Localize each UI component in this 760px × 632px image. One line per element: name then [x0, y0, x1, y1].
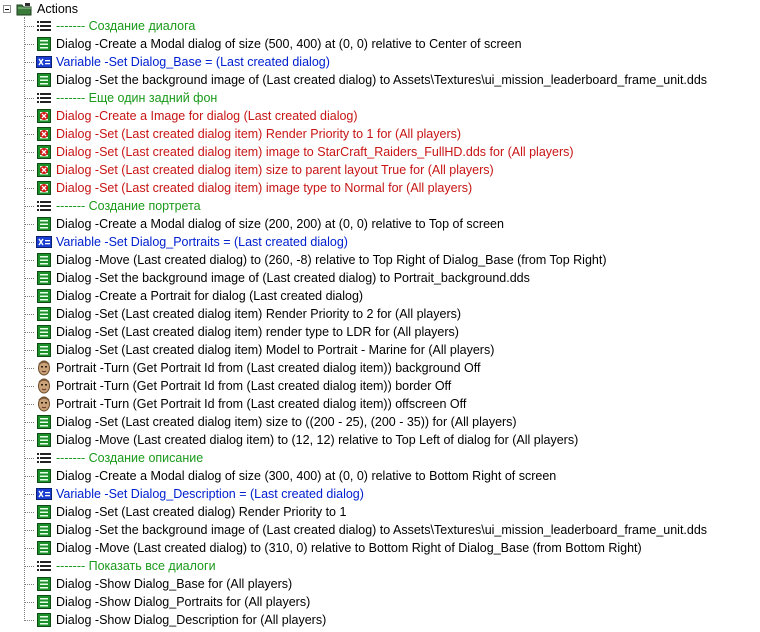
- tree-item-label: Dialog -Set (Last created dialog item) image type to Normal for (All players): [56, 181, 473, 195]
- tree-branch-line: [25, 368, 34, 369]
- tree-item-label: Variable -Set Dialog_Base = (Last created dialog): [56, 55, 330, 69]
- portrait-face-icon: [36, 378, 52, 394]
- tree-item-dialog[interactable]: [0, 323, 760, 341]
- tree-item-label: Dialog -Create a Modal dialog of size (500, 400) at (0, 0) relative to Center of screen: [56, 37, 522, 51]
- variable-set-icon: [36, 234, 52, 250]
- tree-branch-line: [25, 80, 34, 81]
- tree-branch-line: [25, 620, 34, 621]
- tree-branch-line: [25, 494, 34, 495]
- dialog-disabled-icon: [36, 162, 52, 178]
- tree-branch-line: [25, 476, 34, 477]
- tree-item-dialog[interactable]: [0, 575, 760, 593]
- dialog-green-icon: [36, 522, 52, 538]
- dialog-green-icon: [36, 324, 52, 340]
- tree-branch-line: [25, 224, 34, 225]
- comment-lines-icon: [36, 450, 52, 466]
- tree-item-dialog[interactable]: [0, 467, 760, 485]
- comment-lines-icon: [36, 90, 52, 106]
- tree-item-label: ------- Создание портрета: [56, 199, 201, 213]
- dialog-green-icon: [36, 612, 52, 628]
- dialog-green-icon: [36, 594, 52, 610]
- tree-branch-line: [25, 512, 34, 513]
- tree-branch-line: [25, 548, 34, 549]
- tree-item-label: Dialog -Create a Modal dialog of size (300, 400) at (0, 0) relative to Bottom Right of screen: [56, 469, 557, 483]
- tree-branch-line: [25, 350, 34, 351]
- dialog-green-icon: [36, 216, 52, 232]
- tree-item-dialog[interactable]: [0, 503, 760, 521]
- tree-branch-line: [25, 440, 34, 441]
- tree-item-dialog[interactable]: [0, 413, 760, 431]
- tree-item-comment[interactable]: [0, 17, 760, 35]
- tree-item-dialog[interactable]: [0, 215, 760, 233]
- tree-branch-line: [25, 152, 34, 153]
- dialog-green-icon: [36, 576, 52, 592]
- tree-branch-line: [25, 278, 34, 279]
- tree-branch-line: [25, 314, 34, 315]
- tree-item-label: Variable -Set Dialog_Description = (Last created dialog): [56, 487, 364, 501]
- dialog-green-icon: [36, 270, 52, 286]
- portrait-face-icon: [36, 396, 52, 412]
- tree-item-label: Dialog -Show Dialog_Description for (All players): [56, 613, 327, 627]
- tree-item-dialog[interactable]: [0, 269, 760, 287]
- tree-item-label: Portrait -Turn (Get Portrait Id from (Last created dialog item)) background Off: [56, 361, 481, 375]
- tree-item-label: Dialog -Create a Portrait for dialog (Last created dialog): [56, 289, 364, 303]
- tree-item-label: Dialog -Set (Last created dialog item) render type to LDR for (All players): [56, 325, 459, 339]
- dialog-green-icon: [36, 504, 52, 520]
- dialog-green-icon: [36, 72, 52, 88]
- comment-lines-icon: [36, 198, 52, 214]
- tree-item-label: Dialog -Set the background image of (Last created dialog) to Portrait_background.dds: [56, 271, 530, 285]
- tree-item-variable[interactable]: [0, 233, 760, 251]
- tree-item-portrait[interactable]: [0, 377, 760, 395]
- tree-item-label: Dialog -Show Dialog_Portraits for (All players): [56, 595, 311, 609]
- tree-branch-line: [25, 296, 34, 297]
- tree-branch-line: [25, 530, 34, 531]
- tree-item-dialog[interactable]: [0, 35, 760, 53]
- dialog-green-icon: [36, 306, 52, 322]
- actions-folder-icon: [16, 2, 32, 16]
- dialog-green-icon: [36, 342, 52, 358]
- dialog-disabled-icon: [36, 180, 52, 196]
- tree-item-label: ------- Показать все диалоги: [56, 559, 216, 573]
- tree-item-label: Dialog -Create a Image for dialog (Last created dialog): [56, 109, 358, 123]
- tree-branch-line: [25, 26, 34, 27]
- tree-item-disabled[interactable]: [0, 143, 760, 161]
- tree-item-portrait[interactable]: [0, 359, 760, 377]
- tree-item-variable[interactable]: [0, 485, 760, 503]
- tree-item-dialog[interactable]: [0, 341, 760, 359]
- tree-branch-line: [25, 206, 34, 207]
- tree-item-dialog[interactable]: [0, 521, 760, 539]
- tree-item-label: Dialog -Set the background image of (Last created dialog) to Assets\Textures\ui_mission_leaderboard_frame_unit.dds: [56, 73, 708, 87]
- tree-item-disabled[interactable]: [0, 125, 760, 143]
- tree-root-label: Actions: [37, 2, 78, 16]
- dialog-disabled-icon: [36, 144, 52, 160]
- tree-item-label: Dialog -Set (Last created dialog item) Render Priority to 2 for (All players): [56, 307, 462, 321]
- dialog-green-icon: [36, 36, 52, 52]
- dialog-disabled-icon: [36, 126, 52, 142]
- tree-branch-line: [25, 602, 34, 603]
- collapse-toggle-icon[interactable]: [3, 5, 11, 13]
- variable-set-icon: [36, 486, 52, 502]
- dialog-green-icon: [36, 540, 52, 556]
- tree-item-label: Dialog -Move (Last created dialog) to (260, -8) relative to Top Right of Dialog_Base (from Top Right): [56, 253, 607, 267]
- tree-item-variable[interactable]: [0, 53, 760, 71]
- dialog-disabled-icon: [36, 108, 52, 124]
- tree-item-label: Dialog -Move (Last created dialog item) to (12, 12) relative to Top Left of dialog for (All players): [56, 433, 579, 447]
- tree-item-label: ------- Создание диалога: [56, 19, 196, 33]
- tree-item-dialog[interactable]: [0, 611, 760, 629]
- tree-branch-line: [25, 566, 34, 567]
- tree-branch-line: [25, 242, 34, 243]
- tree-branch-line: [25, 260, 34, 261]
- dialog-green-icon: [36, 414, 52, 430]
- comment-lines-icon: [36, 558, 52, 574]
- tree-branch-line: [25, 44, 34, 45]
- tree-item-label: Variable -Set Dialog_Portraits = (Last created dialog): [56, 235, 348, 249]
- tree-item-dialog[interactable]: [0, 431, 760, 449]
- tree-branch-line: [25, 458, 34, 459]
- tree-item-comment[interactable]: [0, 449, 760, 467]
- tree-item-disabled[interactable]: [0, 161, 760, 179]
- tree-branch-line: [25, 332, 34, 333]
- tree-item-dialog[interactable]: [0, 251, 760, 269]
- dialog-green-icon: [36, 468, 52, 484]
- tree-item-label: Dialog -Set the background image of (Last created dialog) to Assets\Textures\ui_mission_leaderboard_frame_unit.dds: [56, 523, 708, 537]
- tree-branch-line: [25, 134, 34, 135]
- tree-branch-line: [25, 584, 34, 585]
- tree-item-dialog[interactable]: [0, 71, 760, 89]
- dialog-green-icon: [36, 432, 52, 448]
- portrait-face-icon: [36, 360, 52, 376]
- dialog-green-icon: [36, 252, 52, 268]
- tree-item-label: ------- Создание описание: [56, 451, 204, 465]
- tree-branch-line: [25, 188, 34, 189]
- tree-item-label: Dialog -Set (Last created dialog item) Model to Portrait - Marine for (All players): [56, 343, 495, 357]
- dialog-green-icon: [36, 288, 52, 304]
- tree-item-label: Dialog -Set (Last created dialog item) image to StarCraft_Raiders_FullHD.dds for (All players): [56, 145, 574, 159]
- tree-item-label: Dialog -Set (Last created dialog item) size to ((200 - 25), (200 - 35)) for (All players): [56, 415, 517, 429]
- tree-item-label: Dialog -Move (Last created dialog) to (310, 0) relative to Bottom Right of Dialog_Base (from Bottom Right): [56, 541, 642, 555]
- tree-item-dialog[interactable]: [0, 539, 760, 557]
- comment-lines-icon: [36, 18, 52, 34]
- tree-item-label: Dialog -Set (Last created dialog item) Render Priority to 1 for (All players): [56, 127, 462, 141]
- tree-item-comment[interactable]: [0, 89, 760, 107]
- tree-branch-line: [25, 422, 34, 423]
- tree-item-label: Portrait -Turn (Get Portrait Id from (Last created dialog item)) offscreen Off: [56, 397, 467, 411]
- tree-item-label: Dialog -Set (Last created dialog) Render Priority to 1: [56, 505, 347, 519]
- tree-item-disabled[interactable]: [0, 107, 760, 125]
- tree-branch-line: [25, 98, 34, 99]
- tree-branch-line: [25, 170, 34, 171]
- tree-item-comment[interactable]: [0, 557, 760, 575]
- tree-branch-line: [25, 62, 34, 63]
- tree-item-label: Dialog -Create a Modal dialog of size (200, 200) at (0, 0) relative to Top of screen: [56, 217, 504, 231]
- tree-item-dialog[interactable]: [0, 305, 760, 323]
- tree-item-label: Portrait -Turn (Get Portrait Id from (Last created dialog item)) border Off: [56, 379, 452, 393]
- tree-item-dialog[interactable]: [0, 287, 760, 305]
- tree-branch-line: [25, 404, 34, 405]
- tree-item-dialog[interactable]: [0, 593, 760, 611]
- tree-branch-line: [25, 116, 34, 117]
- tree-item-disabled[interactable]: [0, 179, 760, 197]
- tree-item-portrait[interactable]: [0, 395, 760, 413]
- variable-set-icon: [36, 54, 52, 70]
- tree-item-label: Dialog -Set (Last created dialog item) size to parent layout True for (All players): [56, 163, 494, 177]
- tree-root-actions[interactable]: [0, 0, 760, 18]
- tree-item-label: ------- Еще один задний фон: [56, 91, 218, 105]
- tree-item-label: Dialog -Show Dialog_Base for (All players): [56, 577, 293, 591]
- tree-item-comment[interactable]: [0, 197, 760, 215]
- tree-branch-line: [25, 386, 34, 387]
